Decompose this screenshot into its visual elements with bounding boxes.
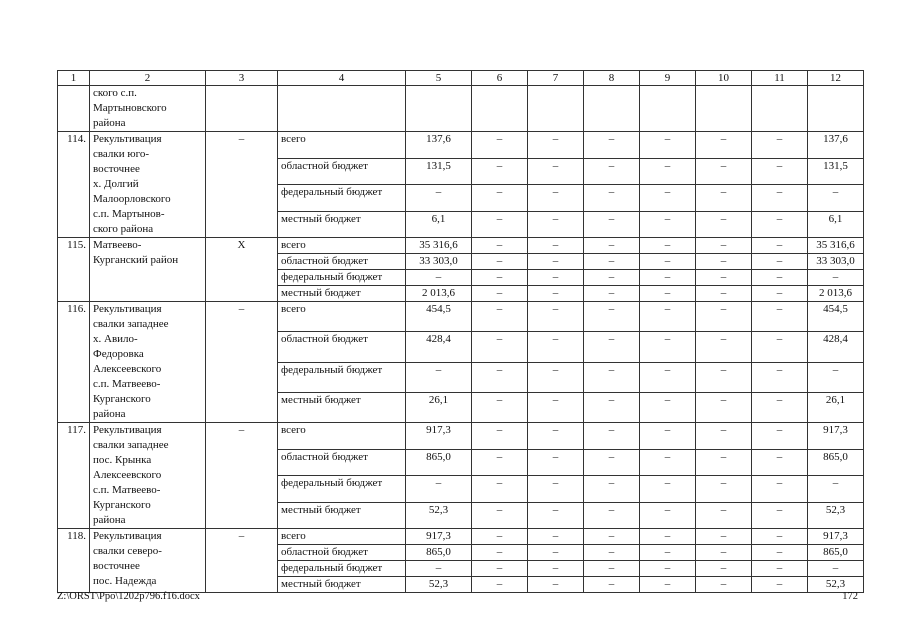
value-col-12: – bbox=[808, 476, 864, 503]
value-col-5: 454,5 bbox=[406, 302, 472, 332]
value-col-7: – bbox=[528, 332, 584, 362]
value-col-11: – bbox=[752, 392, 808, 422]
value-col-11: – bbox=[752, 449, 808, 476]
value-col-6: – bbox=[472, 211, 528, 238]
value-col-5: – bbox=[406, 561, 472, 577]
value-col-5: – bbox=[406, 476, 472, 503]
value-col-10: – bbox=[696, 423, 752, 450]
header-col-10: 10 bbox=[696, 71, 752, 86]
value-col-6: – bbox=[472, 561, 528, 577]
value-col-8: – bbox=[584, 238, 640, 254]
budget-source-label: всего bbox=[278, 423, 406, 450]
continuation-cell-4 bbox=[278, 86, 406, 132]
value-col-8: – bbox=[584, 476, 640, 503]
continuation-cell-12 bbox=[808, 86, 864, 132]
entry-description: Рекультивация свалки западнее х. Авило- Федоровка Алексеевского с.п. Матвеево- Курганского района bbox=[90, 302, 206, 423]
value-col-10: – bbox=[696, 270, 752, 286]
value-col-7: – bbox=[528, 423, 584, 450]
value-col-12: 52,3 bbox=[808, 577, 864, 593]
value-col-9: – bbox=[640, 270, 696, 286]
value-col-7: – bbox=[528, 502, 584, 529]
value-col-6: – bbox=[472, 238, 528, 254]
value-col-8: – bbox=[584, 286, 640, 302]
value-col-11: – bbox=[752, 238, 808, 254]
value-col-8: – bbox=[584, 132, 640, 159]
value-col-11: – bbox=[752, 270, 808, 286]
continuation-cell-8 bbox=[584, 86, 640, 132]
value-col-9: – bbox=[640, 392, 696, 422]
value-col-6: – bbox=[472, 577, 528, 593]
entry-number: 114. bbox=[58, 132, 90, 238]
value-col-7: – bbox=[528, 238, 584, 254]
value-col-10: – bbox=[696, 211, 752, 238]
value-col-8: – bbox=[584, 185, 640, 212]
value-col-5: 33 303,0 bbox=[406, 254, 472, 270]
value-col-11: – bbox=[752, 158, 808, 185]
value-col-12: 2 013,6 bbox=[808, 286, 864, 302]
table-body bbox=[58, 71, 864, 593]
value-col-12: 428,4 bbox=[808, 332, 864, 362]
budget-source-label: местный бюджет bbox=[278, 577, 406, 593]
value-col-6: – bbox=[472, 392, 528, 422]
value-col-10: – bbox=[696, 158, 752, 185]
value-col-8: – bbox=[584, 502, 640, 529]
value-col-12: – bbox=[808, 561, 864, 577]
value-col-5: – bbox=[406, 185, 472, 212]
value-col-10: – bbox=[696, 392, 752, 422]
value-col-10: – bbox=[696, 362, 752, 392]
value-col-9: – bbox=[640, 423, 696, 450]
header-col-9: 9 bbox=[640, 71, 696, 86]
value-col-12: – bbox=[808, 362, 864, 392]
value-col-5: 2 013,6 bbox=[406, 286, 472, 302]
value-col-12: 35 316,6 bbox=[808, 238, 864, 254]
value-col-6: – bbox=[472, 254, 528, 270]
value-col-10: – bbox=[696, 332, 752, 362]
budget-source-label: областной бюджет bbox=[278, 545, 406, 561]
value-col-10: – bbox=[696, 476, 752, 503]
continuation-cell-3 bbox=[206, 86, 278, 132]
value-col-9: – bbox=[640, 545, 696, 561]
value-col-9: – bbox=[640, 529, 696, 545]
header-row bbox=[58, 71, 864, 86]
continuation-cell-5 bbox=[406, 86, 472, 132]
budget-source-label: местный бюджет bbox=[278, 211, 406, 238]
value-col-6: – bbox=[472, 502, 528, 529]
budget-source-label: местный бюджет bbox=[278, 392, 406, 422]
value-col-12: 137,6 bbox=[808, 132, 864, 159]
table-row bbox=[58, 238, 864, 254]
value-col-10: – bbox=[696, 545, 752, 561]
value-col-8: – bbox=[584, 561, 640, 577]
value-col-7: – bbox=[528, 577, 584, 593]
budget-source-label: федеральный бюджет bbox=[278, 185, 406, 212]
budget-source-label: местный бюджет bbox=[278, 502, 406, 529]
value-col-7: – bbox=[528, 392, 584, 422]
value-col-12: – bbox=[808, 185, 864, 212]
budget-source-label: местный бюджет bbox=[278, 286, 406, 302]
value-col-7: – bbox=[528, 286, 584, 302]
value-col-5: 52,3 bbox=[406, 502, 472, 529]
value-col-6: – bbox=[472, 185, 528, 212]
continuation-cell-9 bbox=[640, 86, 696, 132]
value-col-5: 865,0 bbox=[406, 449, 472, 476]
value-col-8: – bbox=[584, 423, 640, 450]
value-col-5: 865,0 bbox=[406, 545, 472, 561]
entry-col3: – bbox=[206, 132, 278, 238]
budget-table bbox=[57, 70, 864, 593]
entry-col3: Х bbox=[206, 238, 278, 302]
value-col-9: – bbox=[640, 302, 696, 332]
value-col-9: – bbox=[640, 577, 696, 593]
value-col-7: – bbox=[528, 449, 584, 476]
value-col-11: – bbox=[752, 577, 808, 593]
value-col-8: – bbox=[584, 332, 640, 362]
value-col-6: – bbox=[472, 332, 528, 362]
value-col-7: – bbox=[528, 132, 584, 159]
budget-source-label: всего bbox=[278, 302, 406, 332]
value-col-5: 428,4 bbox=[406, 332, 472, 362]
value-col-5: – bbox=[406, 362, 472, 392]
value-col-11: – bbox=[752, 254, 808, 270]
entry-number: 116. bbox=[58, 302, 90, 423]
value-col-11: – bbox=[752, 545, 808, 561]
header-col-7: 7 bbox=[528, 71, 584, 86]
value-col-6: – bbox=[472, 158, 528, 185]
value-col-10: – bbox=[696, 238, 752, 254]
value-col-9: – bbox=[640, 238, 696, 254]
value-col-5: 131,5 bbox=[406, 158, 472, 185]
value-col-12: 865,0 bbox=[808, 545, 864, 561]
value-col-5: 35 316,6 bbox=[406, 238, 472, 254]
entry-col3: – bbox=[206, 302, 278, 423]
continuation-cell-11 bbox=[752, 86, 808, 132]
continuation-desc-cell: ского с.п. Мартыновского района bbox=[90, 86, 206, 132]
value-col-12: 26,1 bbox=[808, 392, 864, 422]
value-col-9: – bbox=[640, 132, 696, 159]
value-col-9: – bbox=[640, 158, 696, 185]
value-col-12: 917,3 bbox=[808, 529, 864, 545]
entry-col3: – bbox=[206, 423, 278, 529]
value-col-10: – bbox=[696, 185, 752, 212]
value-col-12: 6,1 bbox=[808, 211, 864, 238]
value-col-6: – bbox=[472, 270, 528, 286]
value-col-8: – bbox=[584, 302, 640, 332]
value-col-5: 917,3 bbox=[406, 529, 472, 545]
budget-source-label: всего bbox=[278, 238, 406, 254]
budget-source-label: федеральный бюджет bbox=[278, 362, 406, 392]
continuation-cell-10 bbox=[696, 86, 752, 132]
value-col-11: – bbox=[752, 211, 808, 238]
value-col-7: – bbox=[528, 561, 584, 577]
value-col-10: – bbox=[696, 132, 752, 159]
entry-description: Рекультивация свалки юго- восточнее х. Долгий Малоорловского с.п. Мартынов- ского района bbox=[90, 132, 206, 238]
value-col-7: – bbox=[528, 529, 584, 545]
value-col-10: – bbox=[696, 254, 752, 270]
value-col-11: – bbox=[752, 423, 808, 450]
value-col-8: – bbox=[584, 529, 640, 545]
entry-number: 117. bbox=[58, 423, 90, 529]
value-col-9: – bbox=[640, 362, 696, 392]
value-col-5: 917,3 bbox=[406, 423, 472, 450]
value-col-8: – bbox=[584, 211, 640, 238]
entry-description: Матвеево- Курганский район bbox=[90, 238, 206, 302]
value-col-8: – bbox=[584, 545, 640, 561]
value-col-9: – bbox=[640, 502, 696, 529]
value-col-11: – bbox=[752, 529, 808, 545]
budget-source-label: всего bbox=[278, 132, 406, 159]
budget-source-label: федеральный бюджет bbox=[278, 270, 406, 286]
header-col-12: 12 bbox=[808, 71, 864, 86]
value-col-11: – bbox=[752, 561, 808, 577]
value-col-5: 6,1 bbox=[406, 211, 472, 238]
value-col-9: – bbox=[640, 254, 696, 270]
header-col-8: 8 bbox=[584, 71, 640, 86]
entry-description: Рекультивация свалки северо- восточнее пос. Надежда bbox=[90, 529, 206, 593]
value-col-7: – bbox=[528, 476, 584, 503]
value-col-11: – bbox=[752, 476, 808, 503]
value-col-6: – bbox=[472, 362, 528, 392]
header-col-11: 11 bbox=[752, 71, 808, 86]
value-col-7: – bbox=[528, 362, 584, 392]
value-col-10: – bbox=[696, 529, 752, 545]
budget-source-label: областной бюджет bbox=[278, 254, 406, 270]
footer-file-path: Z:\ORST\Ppo\1202p796.f16.docx bbox=[57, 591, 200, 602]
budget-source-label: федеральный бюджет bbox=[278, 561, 406, 577]
value-col-8: – bbox=[584, 449, 640, 476]
budget-source-label: всего bbox=[278, 529, 406, 545]
entry-description: Рекультивация свалки западнее пос. Крынка Алексеевского с.п. Матвеево- Курганского района bbox=[90, 423, 206, 529]
value-col-7: – bbox=[528, 302, 584, 332]
value-col-6: – bbox=[472, 302, 528, 332]
value-col-9: – bbox=[640, 286, 696, 302]
value-col-9: – bbox=[640, 449, 696, 476]
entry-number: 115. bbox=[58, 238, 90, 302]
value-col-12: 454,5 bbox=[808, 302, 864, 332]
entry-col3: – bbox=[206, 529, 278, 593]
value-col-10: – bbox=[696, 577, 752, 593]
value-col-9: – bbox=[640, 476, 696, 503]
budget-source-label: областной бюджет bbox=[278, 158, 406, 185]
value-col-8: – bbox=[584, 362, 640, 392]
value-col-8: – bbox=[584, 392, 640, 422]
value-col-12: 917,3 bbox=[808, 423, 864, 450]
budget-source-label: федеральный бюджет bbox=[278, 476, 406, 503]
value-col-12: 33 303,0 bbox=[808, 254, 864, 270]
value-col-11: – bbox=[752, 132, 808, 159]
header-col-2: 2 bbox=[90, 71, 206, 86]
value-col-7: – bbox=[528, 211, 584, 238]
header-col-1: 1 bbox=[58, 71, 90, 86]
value-col-9: – bbox=[640, 185, 696, 212]
value-col-6: – bbox=[472, 529, 528, 545]
value-col-10: – bbox=[696, 302, 752, 332]
value-col-6: – bbox=[472, 449, 528, 476]
value-col-5: 26,1 bbox=[406, 392, 472, 422]
value-col-9: – bbox=[640, 561, 696, 577]
value-col-11: – bbox=[752, 185, 808, 212]
page-number: 172 bbox=[842, 591, 858, 602]
value-col-7: – bbox=[528, 185, 584, 212]
value-col-8: – bbox=[584, 270, 640, 286]
continuation-row bbox=[58, 86, 864, 132]
header-col-6: 6 bbox=[472, 71, 528, 86]
value-col-7: – bbox=[528, 545, 584, 561]
header-col-3: 3 bbox=[206, 71, 278, 86]
table-row bbox=[58, 302, 864, 332]
continuation-num-cell bbox=[58, 86, 90, 132]
entry-number: 118. bbox=[58, 529, 90, 593]
value-col-9: – bbox=[640, 211, 696, 238]
value-col-8: – bbox=[584, 254, 640, 270]
value-col-10: – bbox=[696, 502, 752, 529]
value-col-6: – bbox=[472, 132, 528, 159]
value-col-10: – bbox=[696, 561, 752, 577]
value-col-11: – bbox=[752, 502, 808, 529]
value-col-7: – bbox=[528, 158, 584, 185]
continuation-cell-7 bbox=[528, 86, 584, 132]
value-col-12: 131,5 bbox=[808, 158, 864, 185]
budget-source-label: областной бюджет bbox=[278, 332, 406, 362]
value-col-5: – bbox=[406, 270, 472, 286]
value-col-12: – bbox=[808, 270, 864, 286]
value-col-8: – bbox=[584, 577, 640, 593]
table-row bbox=[58, 529, 864, 545]
value-col-6: – bbox=[472, 545, 528, 561]
value-col-9: – bbox=[640, 332, 696, 362]
header-col-5: 5 bbox=[406, 71, 472, 86]
value-col-11: – bbox=[752, 332, 808, 362]
table-row bbox=[58, 423, 864, 450]
value-col-11: – bbox=[752, 362, 808, 392]
value-col-7: – bbox=[528, 254, 584, 270]
value-col-10: – bbox=[696, 449, 752, 476]
value-col-5: 52,3 bbox=[406, 577, 472, 593]
value-col-8: – bbox=[584, 158, 640, 185]
value-col-6: – bbox=[472, 423, 528, 450]
value-col-11: – bbox=[752, 302, 808, 332]
value-col-6: – bbox=[472, 476, 528, 503]
header-col-4: 4 bbox=[278, 71, 406, 86]
value-col-10: – bbox=[696, 286, 752, 302]
value-col-6: – bbox=[472, 286, 528, 302]
table-row bbox=[58, 132, 864, 159]
value-col-12: 52,3 bbox=[808, 502, 864, 529]
value-col-12: 865,0 bbox=[808, 449, 864, 476]
budget-source-label: областной бюджет bbox=[278, 449, 406, 476]
value-col-11: – bbox=[752, 286, 808, 302]
value-col-7: – bbox=[528, 270, 584, 286]
value-col-5: 137,6 bbox=[406, 132, 472, 159]
continuation-cell-6 bbox=[472, 86, 528, 132]
